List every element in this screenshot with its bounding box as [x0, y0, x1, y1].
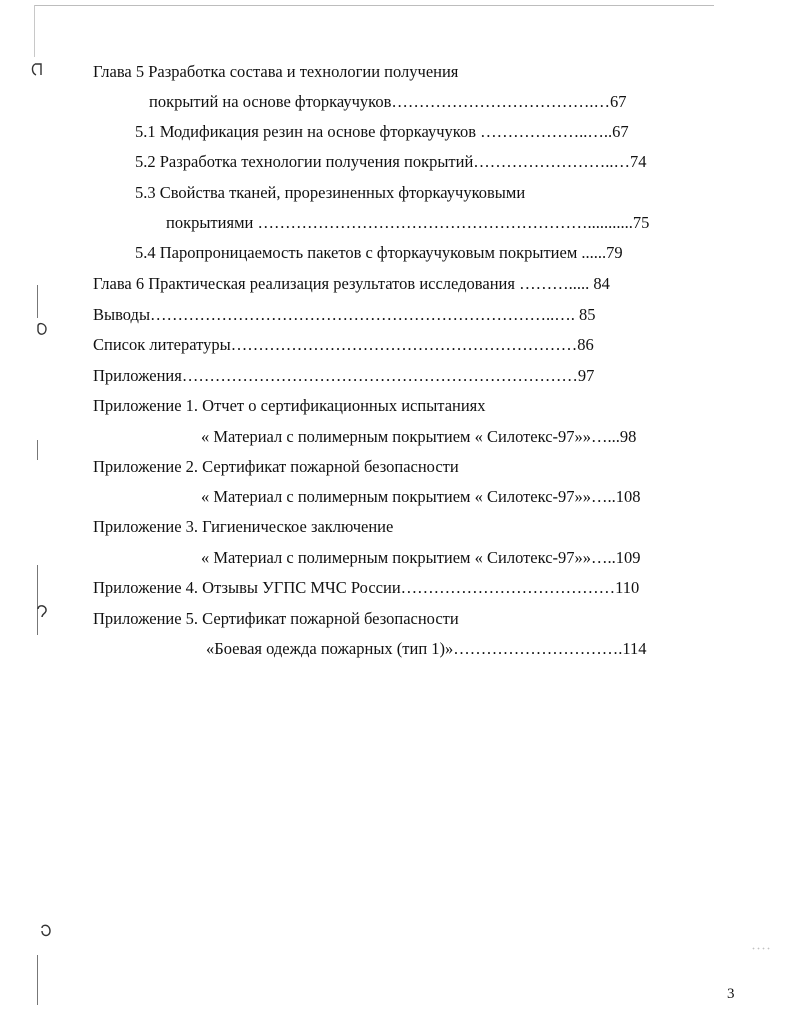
- binding-margin-line: [37, 955, 38, 1005]
- binding-margin-line: [37, 440, 38, 460]
- toc-references: Список литературы………………………………………………………86: [93, 335, 594, 354]
- binding-margin-line: [37, 565, 38, 635]
- toc-appendix-4: Приложение 4. Отзывы УГПС МЧС России…………………………………110: [93, 578, 640, 597]
- toc-section-5-2: 5.2 Разработка технологии получения покрытий……………………..…74: [135, 152, 647, 171]
- toc-appendix-2: Приложение 2. Сертификат пожарной безопасности: [93, 457, 459, 476]
- punch-hole-icon: [30, 61, 46, 79]
- punch-hole-icon: [38, 922, 54, 940]
- toc-section-5-1: 5.1 Модификация резин на основе фторкаучуков ………………..…..67: [135, 122, 629, 141]
- page-number: 3: [727, 986, 735, 1002]
- scan-left-border: [34, 5, 35, 57]
- scan-top-border: [34, 5, 714, 6]
- toc-appendices: Приложения………………………………………………………………97: [93, 366, 595, 385]
- toc-appendix-5: Приложение 5. Сертификат пожарной безопасности: [93, 609, 459, 628]
- toc-appendix-1: Приложение 1. Отчет о сертификационных испытаниях: [93, 396, 486, 415]
- toc-chapter-5: Глава 5 Разработка состава и технологии получения: [93, 62, 459, 81]
- punch-hole-icon: [34, 321, 50, 339]
- toc-section-5-3-continuation: покрытиями ……………………………………………………...........75: [166, 213, 650, 232]
- toc-section-5-3: 5.3 Свойства тканей, прорезиненных фторкаучуковыми: [135, 183, 526, 202]
- toc-section-5-4: 5.4 Паропроницаемость пакетов с фторкаучуковым покрытием ......79: [135, 243, 623, 262]
- toc-appendix-3: Приложение 3. Гигиеническое заключение: [93, 517, 394, 536]
- toc-chapter-6: Глава 6 Практическая реализация результатов исследования ………..... 84: [93, 274, 610, 293]
- binding-margin-line: [37, 285, 38, 318]
- toc-appendix-3-continuation: « Материал с полимерным покрытием « Силотекс-97»»…..109: [201, 548, 641, 567]
- toc-appendix-1-continuation: « Материал с полимерным покрытием « Силотекс-97»»…...98: [201, 427, 637, 446]
- toc-appendix-5-continuation: «Боевая одежда пожарных (тип 1)»………………………….114: [206, 639, 647, 658]
- toc-conclusions: Выводы………………………………………………………………..…. 85: [93, 305, 596, 324]
- toc-appendix-2-continuation: « Материал с полимерным покрытием « Силотекс-97»»…..108: [201, 487, 641, 506]
- punch-hole-icon: [34, 603, 50, 621]
- scan-artifact: [751, 946, 771, 951]
- toc-chapter-5-continuation: покрытий на основе фторкаучуков……………………………….…67: [149, 92, 627, 111]
